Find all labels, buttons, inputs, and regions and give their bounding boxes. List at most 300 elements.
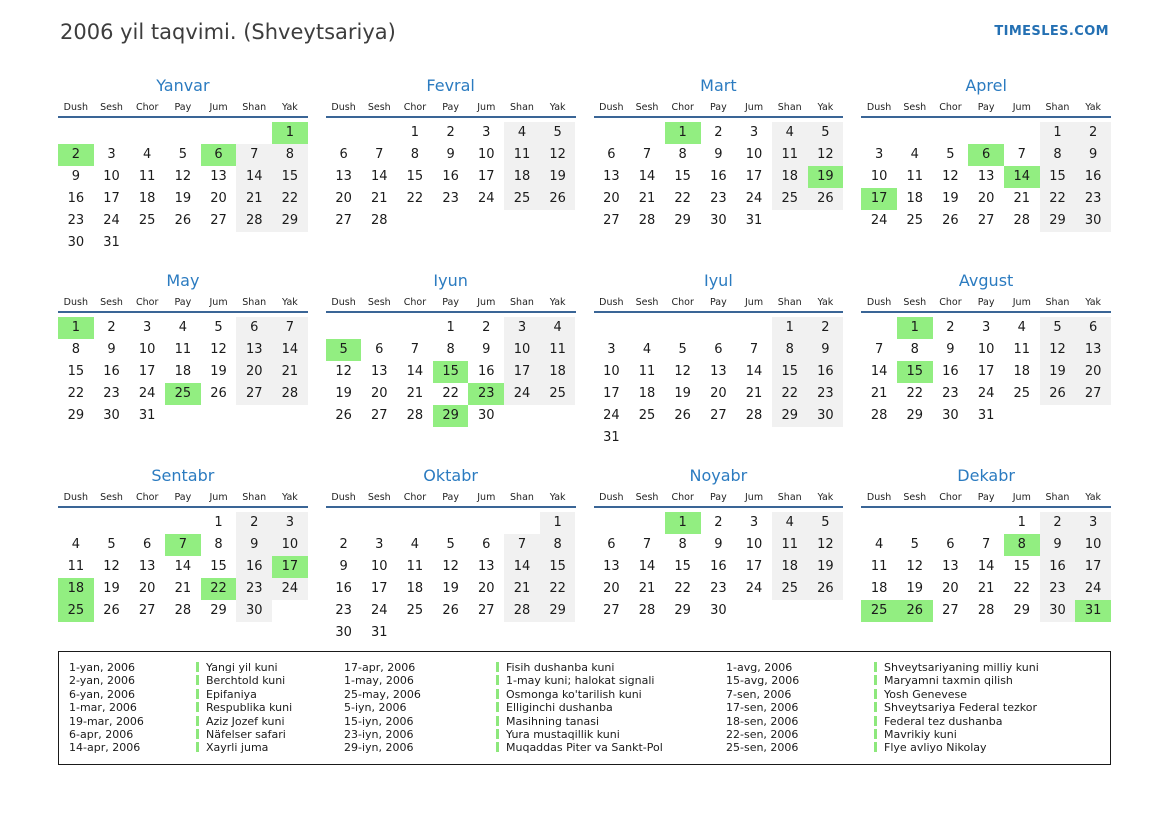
weekday-label: Yak [817, 297, 834, 308]
weekday-label: Shan [1045, 492, 1070, 503]
empty-cell [504, 405, 540, 427]
month-days [58, 122, 308, 254]
empty-cell [1040, 405, 1076, 427]
day-cell: 12 [174, 169, 192, 184]
weekday-label: Sesh [100, 492, 123, 503]
empty-cell [772, 210, 808, 232]
day-cell: 4 [772, 122, 808, 144]
empty-cell [808, 210, 844, 232]
day-cell: 13 [478, 559, 495, 574]
day-cell: 21 [745, 386, 763, 401]
empty-cell [968, 122, 1004, 144]
legend-date: 14-apr, 2006 [69, 741, 141, 755]
day-cell: 1 [58, 317, 94, 339]
day-cell: 6 [375, 342, 384, 357]
weekday-label: Jum [745, 102, 764, 113]
month-title: Dekabr [957, 466, 1015, 485]
empty-cell [397, 210, 433, 232]
legend-label: Masihning tanasi [496, 715, 726, 728]
weekday-label: Chor [939, 492, 962, 503]
day-cell: 29 [210, 603, 227, 618]
holiday-marker-icon [496, 702, 499, 712]
day-cell: 17 [103, 191, 120, 206]
day-cell: 18 [772, 556, 808, 578]
day-cell: 29 [1040, 210, 1076, 232]
legend-date: 6-yan, 2006 [69, 687, 135, 701]
day-cell: 12 [808, 534, 844, 556]
day-cell: 10 [1075, 534, 1111, 556]
day-cell: 13 [942, 559, 959, 574]
day-cell: 1 [665, 512, 701, 534]
weekday-label: Jum [477, 492, 496, 503]
day-cell: 10 [745, 147, 763, 162]
day-cell: 25 [1013, 386, 1031, 401]
weekday-header-row [58, 492, 308, 508]
empty-cell [129, 122, 165, 144]
day-cell: 5 [326, 339, 362, 361]
day-cell: 27 [138, 603, 156, 618]
day-cell: 7 [375, 147, 384, 162]
weekday-label: Pay [977, 297, 995, 308]
legend-label: Flye avliyo Nikolay [874, 741, 1110, 754]
day-cell: 9 [1040, 534, 1076, 556]
day-cell: 9 [1075, 144, 1111, 166]
legend-label: Xayrli juma [196, 741, 344, 754]
day-cell: 1 [214, 515, 223, 530]
day-cell: 2 [946, 320, 955, 335]
legend-date: 1-avg, 2006 [726, 661, 793, 674]
day-cell: 16 [942, 364, 959, 379]
day-cell: 1 [665, 122, 701, 144]
legend-box [58, 651, 1111, 765]
day-cell: 10 [603, 364, 620, 379]
day-cell: 4 [540, 317, 576, 339]
holiday-marker-icon [496, 689, 499, 699]
legend-label: Osmonga ko'tarilish kuni [496, 688, 726, 701]
day-cell: 25 [406, 603, 424, 618]
day-cell: 18 [638, 386, 656, 401]
empty-cell [165, 405, 201, 427]
empty-cell [933, 512, 969, 534]
holiday-marker-icon [874, 689, 877, 699]
empty-cell [629, 512, 665, 534]
weekday-label: Jum [209, 102, 228, 113]
day-cell: 8 [214, 537, 223, 552]
day-cell: 16 [710, 169, 727, 184]
weekday-label: Chor [136, 102, 159, 113]
weekday-label: Dush [866, 297, 892, 308]
day-cell: 11 [67, 559, 85, 574]
weekday-label: Dush [599, 297, 624, 308]
legend-label: Elliginchi dushanba [496, 701, 726, 714]
day-cell: 13 [138, 559, 156, 574]
day-cell: 11 [772, 144, 808, 166]
day-cell: 23 [1040, 578, 1076, 600]
legend-date: 1-yan, 2006 [69, 661, 135, 674]
holiday-marker-icon [874, 662, 877, 672]
day-cell: 9 [339, 559, 348, 574]
weekday-label: Dush [599, 102, 624, 113]
day-cell: 24 [745, 581, 763, 596]
weekday-label: Pay [442, 102, 459, 113]
day-cell: 16 [236, 556, 272, 578]
month-title: Iyun [433, 271, 468, 290]
month-days [861, 512, 1111, 622]
empty-cell [397, 512, 433, 534]
weekday-label: Dush [331, 297, 356, 308]
empty-cell [201, 232, 237, 254]
empty-cell [58, 512, 94, 534]
day-cell: 21 [174, 581, 192, 596]
weekday-label: Yak [281, 492, 298, 503]
day-cell: 22 [1040, 188, 1076, 210]
site-link[interactable]: TIMESLES.COM [994, 24, 1109, 39]
day-cell: 29 [433, 405, 469, 427]
empty-cell [1004, 405, 1040, 427]
day-cell: 10 [103, 169, 120, 184]
day-cell: 27 [335, 213, 352, 228]
weekday-label: Chor [403, 297, 427, 308]
day-cell: 8 [540, 534, 576, 556]
day-cell: 25 [772, 188, 808, 210]
day-cell: 1 [446, 320, 455, 335]
day-cell: 16 [442, 169, 459, 184]
legend-date: 25-sen, 2006 [726, 741, 799, 755]
day-cell: 17 [272, 556, 308, 578]
day-cell: 11 [870, 559, 888, 574]
day-cell: 27 [603, 603, 620, 618]
day-cell: 24 [977, 386, 995, 401]
day-cell: 21 [504, 578, 540, 600]
day-cell: 11 [540, 339, 576, 361]
holiday-marker-icon [196, 729, 199, 739]
month-iyun [326, 269, 576, 464]
day-cell: 18 [406, 581, 424, 596]
weekday-label: Yak [1085, 492, 1102, 503]
day-cell: 26 [103, 603, 120, 618]
day-cell: 3 [607, 342, 616, 357]
day-cell: 1 [1017, 515, 1026, 530]
weekday-label: Sesh [367, 297, 391, 308]
empty-cell [736, 317, 772, 339]
day-cell: 20 [210, 191, 227, 206]
day-cell: 20 [138, 581, 156, 596]
day-cell: 2 [339, 537, 348, 552]
day-cell: 22 [67, 386, 85, 401]
weekday-header-row [58, 297, 308, 313]
day-cell: 21 [272, 361, 308, 383]
holiday-marker-icon [496, 742, 499, 752]
empty-cell [736, 600, 772, 622]
empty-cell [594, 317, 630, 339]
empty-cell [129, 232, 165, 254]
day-cell: 2 [482, 320, 491, 335]
empty-cell [629, 427, 665, 449]
legend-date: 1-may, 2006 [344, 674, 414, 688]
empty-cell [94, 122, 130, 144]
day-cell: 3 [375, 537, 384, 552]
day-cell: 13 [370, 364, 388, 379]
empty-cell [272, 232, 308, 254]
empty-cell [165, 512, 201, 534]
empty-cell [468, 622, 504, 644]
day-cell: 13 [977, 169, 995, 184]
holiday-marker-icon [196, 675, 199, 685]
day-cell: 10 [870, 169, 888, 184]
weekday-label: Yak [1085, 102, 1102, 113]
day-cell: 30 [710, 213, 727, 228]
day-cell: 8 [1040, 144, 1076, 166]
day-cell: 28 [406, 408, 424, 423]
day-cell: 29 [1013, 603, 1031, 618]
weekday-label: Dush [331, 102, 356, 113]
day-cell: 28 [504, 600, 540, 622]
weekday-label: Pay [174, 102, 192, 113]
day-cell: 7 [749, 342, 759, 357]
day-cell: 3 [272, 512, 308, 534]
day-cell: 8 [272, 144, 308, 166]
day-cell: 8 [772, 339, 808, 361]
legend-label: Yosh Genevese [874, 688, 1110, 701]
legend-label: Shveytsariya Federal tezkor [874, 701, 1110, 714]
day-cell: 30 [335, 625, 352, 640]
weekday-label: Shan [242, 297, 267, 308]
day-cell: 24 [138, 386, 156, 401]
day-cell: 31 [1075, 600, 1111, 622]
empty-cell [701, 427, 737, 449]
day-cell: 14 [370, 169, 388, 184]
month-sentabr [58, 464, 308, 659]
day-cell: 20 [478, 581, 495, 596]
day-cell: 15 [67, 364, 85, 379]
day-cell: 19 [442, 581, 459, 596]
page-title: 2006 yil taqvimi. (Shveytsariya) [60, 20, 396, 44]
weekday-header-row [326, 102, 576, 118]
empty-cell [540, 210, 576, 232]
day-cell: 6 [1075, 317, 1111, 339]
weekday-label: Chor [671, 102, 694, 113]
day-cell: 5 [910, 537, 919, 552]
day-cell: 23 [442, 191, 459, 206]
day-cell: 4 [772, 512, 808, 534]
day-cell: 19 [540, 166, 576, 188]
legend-label: Mavrikiy kuni [874, 728, 1110, 741]
day-cell: 5 [678, 342, 687, 357]
month-oktabr [326, 464, 576, 659]
day-cell: 11 [638, 364, 656, 379]
day-cell: 16 [1040, 556, 1076, 578]
month-days [326, 512, 576, 644]
day-cell: 10 [977, 342, 995, 357]
month-title: Noyabr [689, 466, 748, 485]
day-cell: 22 [442, 386, 459, 401]
day-cell: 7 [165, 534, 201, 556]
weekday-label: Pay [709, 102, 727, 113]
weekday-label: Chor [136, 492, 159, 503]
day-cell: 9 [714, 147, 723, 162]
day-cell: 26 [808, 188, 844, 210]
day-cell: 14 [406, 364, 424, 379]
legend-label: Yangi yil kuni [196, 661, 344, 674]
day-cell: 14 [236, 166, 272, 188]
empty-cell [629, 317, 665, 339]
day-cell: 10 [272, 534, 308, 556]
day-cell: 22 [674, 191, 691, 206]
empty-cell [861, 512, 897, 534]
weekday-label: Yak [549, 492, 566, 503]
day-cell: 6 [968, 144, 1004, 166]
day-cell: 15 [897, 361, 933, 383]
weekday-label: Shan [777, 492, 802, 503]
weekday-label: Yak [281, 102, 298, 113]
day-cell: 29 [674, 603, 691, 618]
weekday-label: Sesh [635, 492, 659, 503]
day-cell: 18 [540, 361, 576, 383]
day-cell: 17 [478, 169, 495, 184]
day-cell: 8 [410, 147, 420, 162]
weekday-label: Sesh [367, 102, 391, 113]
day-cell: 9 [714, 537, 723, 552]
day-cell: 17 [370, 581, 388, 596]
weekday-label: Yak [817, 492, 834, 503]
legend-label: Yura mustaqillik kuni [496, 728, 726, 741]
day-cell: 2 [58, 144, 94, 166]
day-cell: 30 [1040, 600, 1076, 622]
month-title: Avgust [958, 271, 1014, 290]
weekday-header-row [58, 102, 308, 118]
day-cell: 22 [906, 386, 924, 401]
day-cell: 17 [977, 364, 995, 379]
weekday-label: Sesh [903, 102, 927, 113]
weekday-label: Pay [977, 102, 995, 113]
day-cell: 18 [58, 578, 94, 600]
day-cell: 3 [981, 320, 991, 335]
empty-cell [594, 512, 630, 534]
day-cell: 13 [210, 169, 227, 184]
day-cell: 19 [808, 556, 844, 578]
day-cell: 30 [942, 408, 959, 423]
weekday-label: Jum [209, 297, 228, 308]
weekday-label: Pay [174, 492, 192, 503]
day-cell: 3 [749, 125, 759, 140]
empty-cell [897, 512, 933, 534]
day-cell: 8 [71, 342, 80, 357]
month-aprel [861, 74, 1111, 269]
weekday-label: Jum [209, 492, 228, 503]
month-days [58, 512, 308, 622]
empty-cell [433, 622, 469, 644]
empty-cell [540, 622, 576, 644]
day-cell: 4 [410, 537, 420, 552]
day-cell: 11 [174, 342, 192, 357]
weekday-label: Yak [549, 297, 566, 308]
day-cell: 16 [478, 364, 495, 379]
day-cell: 23 [808, 383, 844, 405]
empty-cell [504, 210, 540, 232]
day-cell: 19 [808, 166, 844, 188]
weekday-header-row [594, 102, 844, 118]
day-cell: 17 [745, 169, 763, 184]
day-cell: 30 [67, 235, 85, 250]
day-cell: 31 [138, 408, 156, 423]
day-cell: 5 [446, 537, 455, 552]
empty-cell [1004, 122, 1040, 144]
day-cell: 25 [638, 408, 656, 423]
legend-label: Näfelser safari [196, 728, 344, 741]
day-cell: 21 [638, 581, 656, 596]
day-cell: 15 [406, 169, 424, 184]
day-cell: 22 [1013, 581, 1031, 596]
day-cell: 28 [370, 213, 388, 228]
day-cell: 10 [504, 339, 540, 361]
day-cell: 28 [1013, 213, 1031, 228]
day-cell: 16 [808, 361, 844, 383]
day-cell: 9 [107, 342, 116, 357]
month-days [594, 122, 844, 232]
weekday-label: Shan [1045, 102, 1070, 113]
weekday-label: Jum [1012, 297, 1031, 308]
day-cell: 22 [201, 578, 237, 600]
day-cell: 26 [540, 188, 576, 210]
day-cell: 27 [210, 213, 227, 228]
legend-label: Muqaddas Piter va Sankt-Pol [496, 741, 726, 754]
day-cell: 24 [272, 578, 308, 600]
day-cell: 26 [210, 386, 227, 401]
weekday-label: Jum [745, 492, 764, 503]
day-cell: 31 [745, 213, 763, 228]
weekday-label: Dush [599, 492, 624, 503]
empty-cell [272, 600, 308, 622]
day-cell: 28 [174, 603, 192, 618]
day-cell: 31 [977, 408, 995, 423]
day-cell: 6 [607, 537, 616, 552]
day-cell: 2 [236, 512, 272, 534]
day-cell: 4 [874, 537, 884, 552]
holiday-marker-icon [874, 702, 877, 712]
day-cell: 16 [335, 581, 352, 596]
empty-cell [736, 427, 772, 449]
weekday-label: Sesh [903, 297, 927, 308]
day-cell: 14 [977, 559, 995, 574]
day-cell: 2 [808, 317, 844, 339]
empty-cell [468, 512, 504, 534]
day-cell: 26 [1040, 383, 1076, 405]
month-title: Aprel [965, 76, 1007, 95]
day-cell: 18 [772, 166, 808, 188]
day-cell: 7 [410, 342, 420, 357]
day-cell: 26 [335, 408, 352, 423]
day-cell: 5 [946, 147, 955, 162]
month-title: Sentabr [151, 466, 215, 485]
weekday-label: Sesh [903, 492, 927, 503]
day-cell: 5 [107, 537, 116, 552]
day-cell: 12 [1040, 339, 1076, 361]
day-cell: 12 [674, 364, 691, 379]
weekday-label: Shan [510, 102, 534, 113]
month-days [861, 317, 1111, 427]
day-cell: 15 [210, 559, 227, 574]
day-cell: 14 [638, 559, 656, 574]
calendar-grid [58, 74, 1111, 659]
day-cell: 2 [446, 125, 455, 140]
day-cell: 18 [1013, 364, 1031, 379]
weekday-label: Chor [939, 102, 962, 113]
day-cell: 13 [603, 559, 620, 574]
day-cell: 20 [370, 386, 388, 401]
day-cell: 24 [370, 603, 388, 618]
holiday-marker-icon [196, 702, 199, 712]
day-cell: 16 [710, 559, 727, 574]
